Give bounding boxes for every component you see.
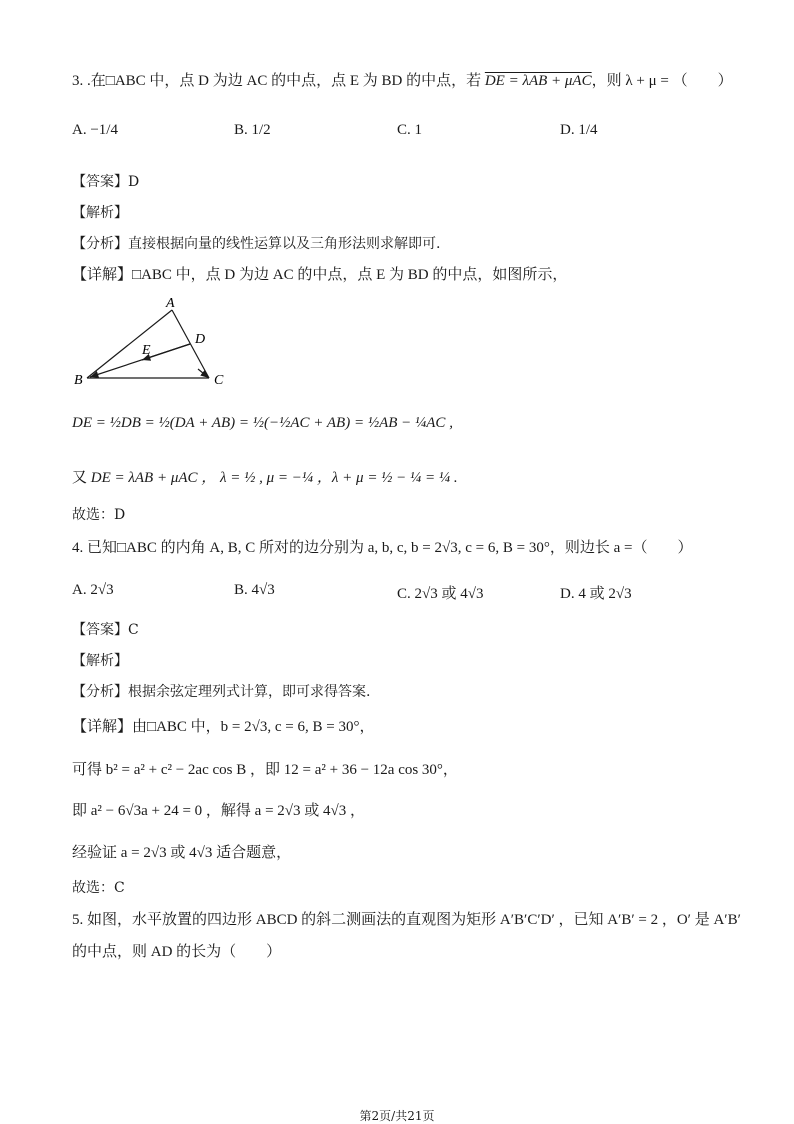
q3-option-d: D. 1/4 — [560, 122, 598, 138]
label-b: B — [74, 373, 83, 388]
q4-answer: 【答案】C — [72, 622, 139, 638]
q5-line-1: 5. 如图，水平放置的四边形 ABCD 的斜二测画法的直观图为矩形 A′B′C′D′ ，已知 A′B′ = 2 ，O′ 是 A′B′ — [72, 912, 741, 928]
q3-option-a: A. −1/4 — [72, 122, 118, 138]
q4-conclusion: 故选：C — [72, 880, 125, 896]
q3-analysis-heading: 【解析】 — [72, 205, 128, 221]
label-a: A — [166, 296, 175, 311]
segment-ab — [87, 310, 172, 378]
q3-equation-2: 又 DE = λAB + μAC ， λ = ½ , μ = −¼ ，λ + μ = ½ − ¼ = ¼ . — [72, 470, 458, 486]
q3-stem-equation: DE = λAB + μAC — [484, 73, 592, 89]
q4-fenxi: 【分析】根据余弦定理列式计算，即可求得答案. — [72, 684, 371, 700]
q3-stem: 3. .在□ABC 中，点 D 为边 AC 的中点，点 E 为 BD 的中点，若 DE = λAB + μAC，则 λ + μ = （ ） — [72, 73, 733, 89]
q4-option-a: A. 2√3 — [72, 582, 114, 598]
arrow-c — [198, 369, 209, 378]
q3-option-b: B. 1/2 — [234, 122, 271, 138]
label-d: D — [195, 332, 206, 347]
q4-stem: 4. 已知□ABC 的内角 A, B, C 所对的边分别为 a, b, c, b = 2√3, c = 6, B = 30°，则边长 a =（ ） — [72, 540, 693, 556]
q5-line-2: 的中点，则 AD 的长为（ ） — [72, 944, 282, 960]
label-c: C — [214, 373, 224, 388]
label-e: E — [142, 343, 151, 358]
q4-line-3: 即 a² − 6√3a + 24 = 0 ，解得 a = 2√3 或 4√3 ， — [72, 803, 366, 819]
q3-detail: 【详解】□ABC 中，点 D 为边 AC 的中点，点 E 为 BD 的中点，如图所示， — [72, 267, 568, 283]
page-footer: 第2页/共21页 — [359, 1109, 435, 1123]
q4-option-c: C. 2√3 或 4√3 — [397, 586, 484, 602]
q4-option-d: D. 4 或 2√3 — [560, 586, 632, 602]
q3-option-c: C. 1 — [397, 122, 423, 138]
q4-line-4: 经验证 a = 2√3 或 4√3 适合题意， — [72, 845, 292, 861]
q4-analysis-heading: 【解析】 — [72, 653, 128, 669]
q3-fenxi: 【分析】直接根据向量的线性运算以及三角形法则求解即可. — [72, 236, 441, 252]
q3-answer: 【答案】D — [72, 174, 140, 190]
triangle-figure — [68, 292, 238, 392]
q4-detail: 【详解】由□ABC 中，b = 2√3, c = 6, B = 30°， — [72, 719, 375, 735]
q3-conclusion: 故选：D — [72, 507, 126, 523]
q3-equation-1: DE = ½DB = ½(DA + AB) = ½(−½AC + AB) = ½AB − ¼AC , — [72, 415, 453, 431]
q4-line-2: 可得 b² = a² + c² − 2ac cos B ，即 12 = a² + 36 − 12a cos 30°， — [72, 762, 458, 778]
q4-option-b: B. 4√3 — [234, 582, 275, 598]
